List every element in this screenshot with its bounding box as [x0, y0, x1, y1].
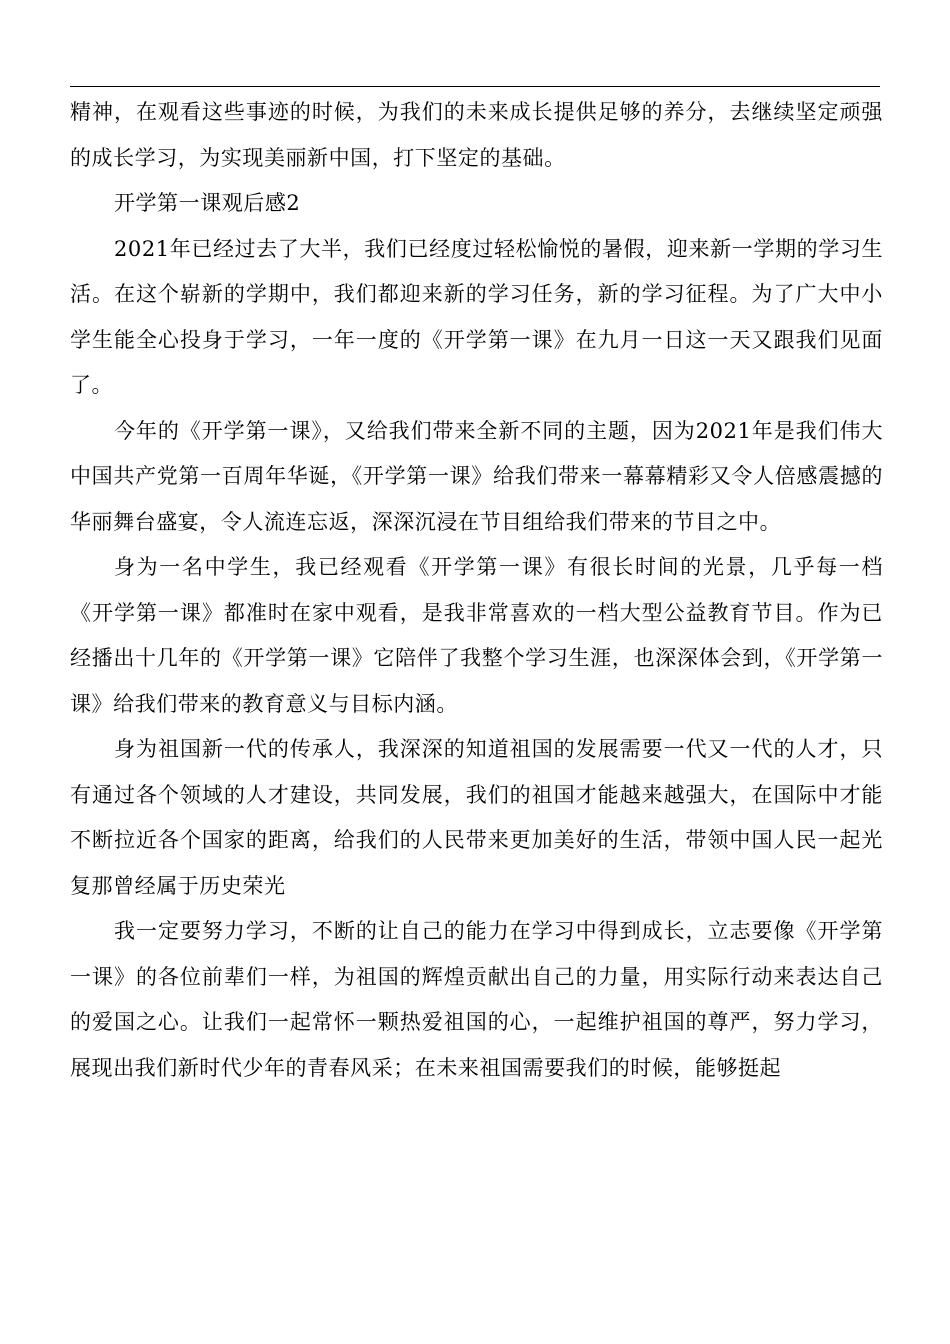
- paragraph-continuation: 精神，在观看这些事迹的时候，为我们的未来成长提供足够的养分，去继续坚定顽强的成长学习，为实现美丽新中国，打下坚定的基础。: [70, 100, 883, 170]
- document-body: [70, 90, 883, 1091]
- paragraph: 身为祖国新一代的传承人，我深深的知道祖国的发展需要一代又一代的人才，只有通过各个领域的人才建设，共同发展，我们的祖国才能越来越强大，在国际中才能不断拉近各个国家的距离，给我们的人民带来更加美好的生活，带领中国人民一起光复那曾经属于历史荣光: [70, 737, 883, 898]
- header-rule: [70, 86, 880, 87]
- section-title: 开学第一课观后感2: [114, 191, 301, 215]
- paragraph: 2021年已经过去了大半，我们已经度过轻松愉悦的暑假，迎来新一学期的学习生活。在这个崭新的学期中，我们都迎来新的学习任务，新的学习征程。为了广大中小学生能全心投身于学习，一年一度的《开学第一课》在九月一日这一天又跟我们见面了。: [70, 236, 883, 397]
- paragraph: 我一定要努力学习，不断的让自己的能力在学习中得到成长，立志要像《开学第一课》的各位前辈们一样，为祖国的辉煌贡献出自己的力量，用实际行动来表达自己的爱国之心。让我们一起常怀一颗热爱祖国的心，一起维护祖国的尊严，努力学习，展现出我们新时代少年的青春风采；在未来祖国需要我们的时候，能够挺起: [70, 919, 883, 1080]
- paragraph: 身为一名中学生，我已经观看《开学第一课》有很长时间的光景，几乎每一档《开学第一课》都准时在家中观看，是我非常喜欢的一档大型公益教育节目。作为已经播出十几年的《开学第一课》它陪伴了我整个学习生涯，也深深体会到，《开学第一课》给我们带来的教育意义与目标内涵。: [70, 555, 883, 716]
- paragraph: 今年的《开学第一课》，又给我们带来全新不同的主题，因为2021年是我们伟大中国共产党第一百周年华诞，《开学第一课》给我们带来一幕幕精彩又令人倍感震撼的华丽舞台盛宴，令人流连忘返，深深沉浸在节目组给我们带来的节目之中。: [70, 418, 883, 534]
